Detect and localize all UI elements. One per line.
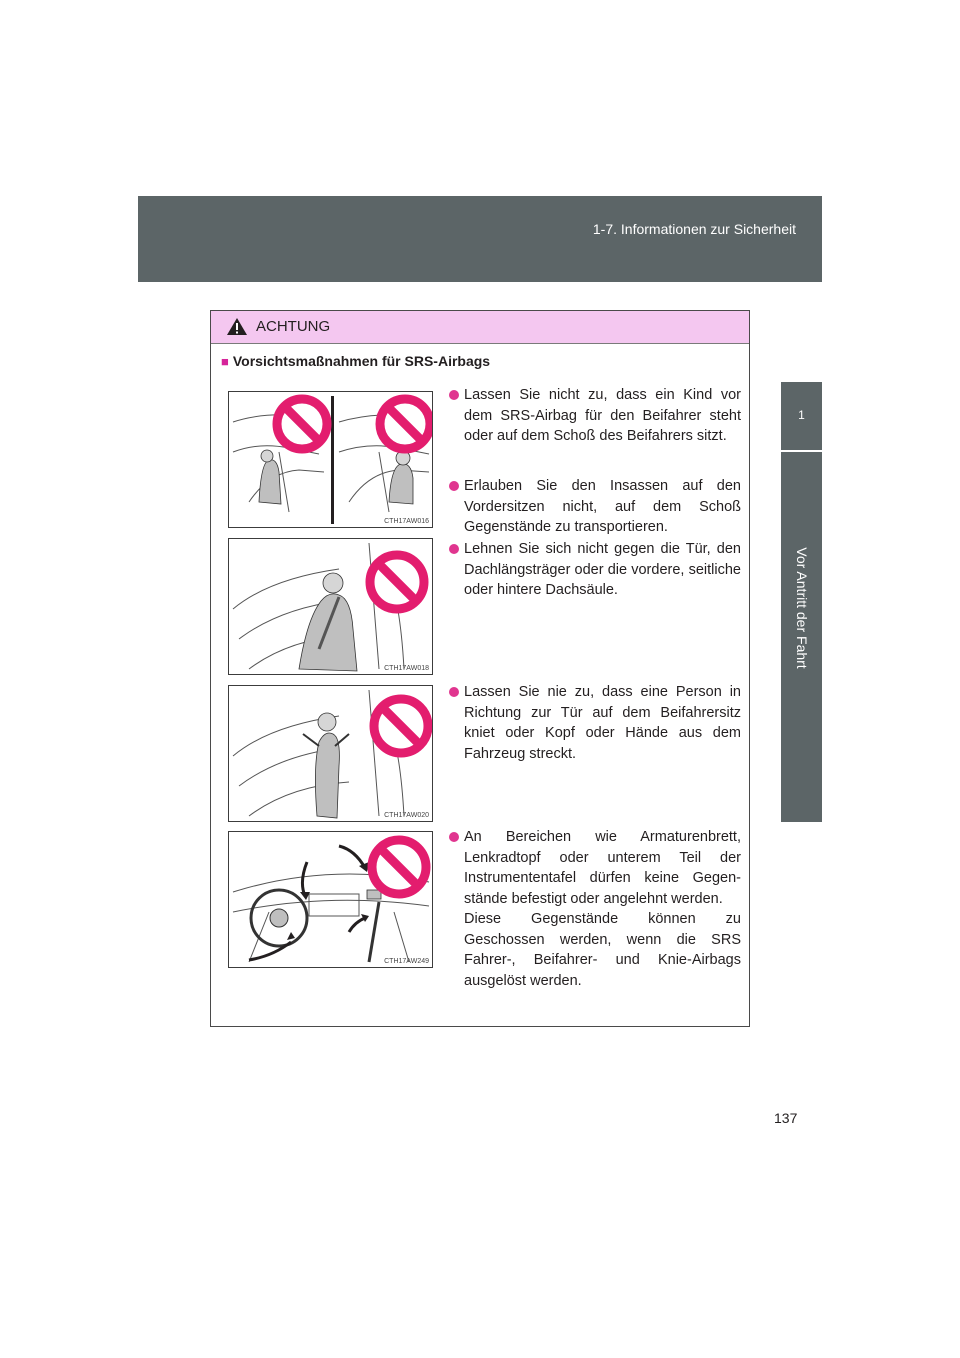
illustration-code: CTH17AW016 — [384, 518, 429, 525]
bullet-item: Erlauben Sie den Insassen auf den Vordersitzen nicht, auf dem Schoß Gegenstände zu transportieren. — [449, 476, 741, 538]
warning-box — [210, 310, 750, 1027]
chapter-label: Vor Antritt der Fahrt — [794, 547, 810, 669]
bullet-item: Lassen Sie nicht zu, dass ein Kind vor dem SRS-Airbag für den Beifahrer steht oder auf dem Schoß des Beifahrers sitzt. — [449, 385, 741, 447]
page-number: 137 — [774, 1110, 798, 1126]
bullet-dot-icon — [449, 832, 459, 842]
illustration-kneeling-door — [228, 685, 433, 822]
bullet-dot-icon — [449, 687, 459, 697]
illustration-leaning-door — [228, 538, 433, 675]
illustration-code: CTH17AW018 — [384, 665, 429, 672]
chapter-tab[interactable] — [781, 382, 822, 450]
section-title: 1-7. Informationen zur Sicherheit — [592, 221, 796, 237]
section-subheading: ■ Vorsichtsmaßnahmen für SRS-Airbags — [221, 353, 491, 369]
warning-triangle-icon — [226, 317, 248, 336]
bullet-dot-icon — [449, 544, 459, 554]
warning-header — [211, 311, 749, 344]
illustration-dashboard-objects — [228, 831, 433, 968]
chapter-number: 1 — [798, 408, 805, 422]
illustration-code: CTH17AW249 — [384, 958, 429, 965]
bullet-dot-icon — [449, 481, 459, 491]
bullet-item: Lassen Sie nie zu, dass eine Person in Richtung zur Tür auf dem Beifahrersitz kniet oder Kopf oder Hände aus dem Fahrzeug streckt. — [449, 682, 741, 764]
warning-title: ACHTUNG — [256, 318, 331, 335]
bullet-item: An Bereichen wie Armaturenbrett, Lenkradtopf oder unterem Teil der Instrumententafel dürfen keine Gegenstände befestigt oder angelehnt werden. Diese Gegenstände können zu Geschossen werden, wenn die SRS Fahrer-, Beifahrer- und Knie-Airbags ausgelöst werden. — [449, 827, 741, 991]
header-band — [138, 196, 822, 282]
bullet-dot-icon — [449, 390, 459, 400]
illustration-child-front-seat — [228, 391, 433, 528]
bullet-item: Lehnen Sie sich nicht gegen die Tür, den Dachlängsträger oder die vordere, seitliche oder hintere Dachsäule. — [449, 539, 741, 601]
illustration-code: CTH17AW020 — [384, 812, 429, 819]
